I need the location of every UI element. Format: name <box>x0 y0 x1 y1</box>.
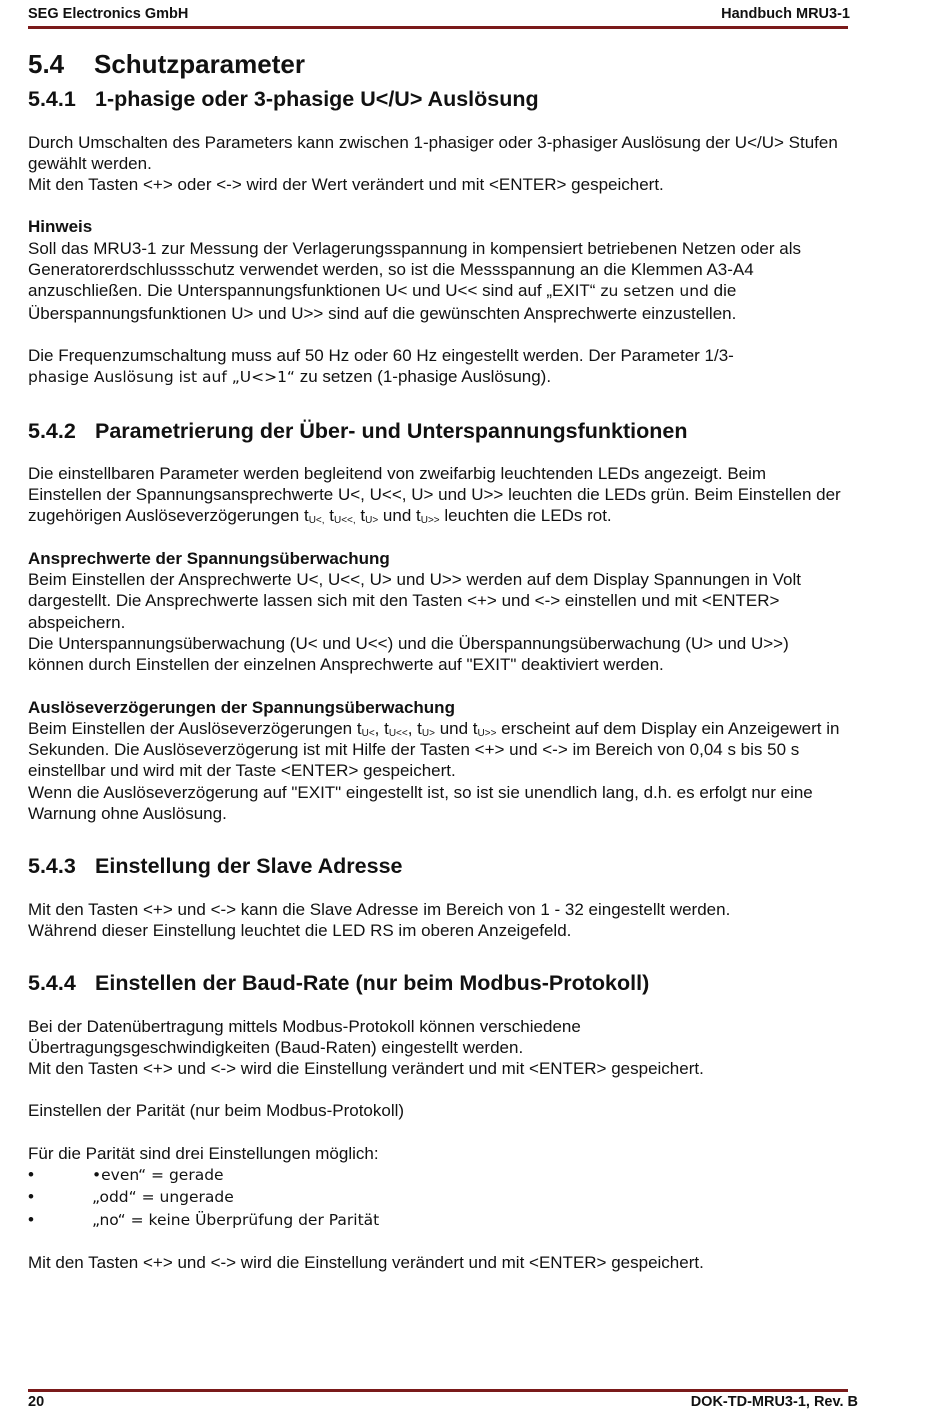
paragraph: Übertragungsgeschwindigkeiten (Baud-Raten) eingestellt werden. <box>28 1037 524 1057</box>
paragraph: Mit den Tasten <+> und <-> wird die Einstellung verändert und mit <ENTER> gespeichert. <box>28 1252 704 1272</box>
page-header <box>28 6 850 28</box>
heading-5-4-2: 5.4.2 Parametrierung der Über- und Unterspannungsfunktionen <box>28 418 688 443</box>
document-id: DOK-TD-MRU3-1, Rev. B <box>690 1394 858 1410</box>
footer-rule <box>28 1389 848 1392</box>
paragraph: Wenn die Auslöseverzögerung auf "EXIT" eingestellt ist, so ist sie unendlich lang, d.h. es erfolgt nur eine Warnung ohne Auslösung. <box>28 782 813 824</box>
subheading-ausloeseverzoegerungen: Auslöseverzögerungen der Spannungsüberwachung <box>28 697 455 717</box>
paragraph: Bei der Datenübertragung mittels Modbus-Protokoll können verschiedene <box>28 1016 581 1036</box>
note-paragraph: Soll das MRU3-1 zur Messung der Verlagerungsspannung in kompensiert betriebenen Netzen oder als Generatorerdschlussschutz verwendet werden, so ist die Messspannung an die Klemmen A3-A4 anzuschließen. Die Unterspannungsfunktionen U< und U<< sind auf „EXIT“ zu setzen und die Überspannungsfunktionen U> und U>> sind auf die gewünschten Ansprechwerte einzustellen. <box>28 238 801 323</box>
parity-list <box>28 1164 843 1231</box>
heading-5-4-1: 5.4.1 1-phasige oder 3-phasige U</U> Auslösung <box>28 87 539 112</box>
paragraph: Beim Einstellen der Auslöseverzögerungen $t_{U<}$, $t_{U<<}$, $t_{U>}$ und $t_{U>>}$ erscheint auf dem Display ein Anzeigewert in Sekunden. Die Auslöseverzögerung ist mit Hilfe der Tasten <+> und <-> im Bereich von 0,04 s bis 50 s einstellbar und wird mit der Taste <ENTER> gespeichert. <box>28 718 840 781</box>
list-item: • •even“ = gerade <box>28 1164 224 1184</box>
section-heading: 5.4 Schutzparameter <box>28 49 305 79</box>
header-company: SEG Electronics GmbH <box>28 6 189 22</box>
paragraph: Mit den Tasten <+> oder <-> wird der Wert verändert und mit <ENTER> gespeichert. <box>28 175 664 195</box>
list-item: • „no“ = keine Überprüfung der Parität <box>28 1209 380 1229</box>
subheading-ansprechwerte: Ansprechwerte der Spannungsüberwachung <box>28 548 390 568</box>
note-heading: Hinweis <box>28 217 93 237</box>
heading-5-4-3: 5.4.3 Einstellung der Slave Adresse <box>28 854 403 879</box>
paragraph: Die einstellbaren Parameter werden begleitend von zweifarbig leuchtenden LEDs angezeigt. Beim Einstellen der Spannungsansprechwerte U<, U<<, U> und U>> leuchten die LEDs grün. Beim Einstellen der zugehörigen Auslöseverzögerungen $t_{U<,}$ $t_{U<<,}$ $t_{U>}$ und $t_{U>>}$ leuchten die LEDs rot. <box>28 463 841 527</box>
paragraph: Mit den Tasten <+> und <-> kann die Slave Adresse im Bereich von 1 - 32 eingestellt werden. <box>28 899 731 919</box>
paragraph: Durch Umschalten des Parameters kann zwischen 1-phasiger oder 3-phasiger Auslösung der U</U> Stufen gewählt werden. <box>28 132 838 173</box>
page-footer <box>28 1394 858 1414</box>
header-rule <box>28 26 848 29</box>
paragraph: Die Unterspannungsüberwachung (U< und U<<) und die Überspannungsüberwachung (U> und U>>) können durch Einstellen der einzelnen Ansprechwerte auf "EXIT" deaktiviert werden. <box>28 633 789 675</box>
header-manual-title: Handbuch MRU3-1 <box>721 6 850 22</box>
paragraph: Die Frequenzumschaltung muss auf 50 Hz oder 60 Hz eingestellt werden. Der Parameter 1/3- phasige Auslösung ist auf „U<>1“ zu setzen (1-phasige Auslösung). <box>28 345 734 387</box>
paragraph: Während dieser Einstellung leuchtet die LED RS im oberen Anzeigefeld. <box>28 920 572 940</box>
paragraph: Einstellen der Parität (nur beim Modbus-Protokoll) <box>28 1101 405 1121</box>
list-item: • „odd“ = ungerade <box>28 1187 234 1207</box>
paragraph: Beim Einstellen der Ansprechwerte U<, U<<, U> und U>> werden auf dem Display Spannungen in Volt dargestellt. Die Ansprechwerte lassen sich mit den Tasten <+> und <-> einstellen und mit <ENTER> abspeichern. <box>28 570 802 632</box>
paragraph: Mit den Tasten <+> und <-> wird die Einstellung verändert und mit <ENTER> gespeichert. <box>28 1059 704 1079</box>
heading-5-4-4: 5.4.4 Einstellen der Baud-Rate (nur beim Modbus-Protokoll) <box>28 971 650 996</box>
paragraph: Für die Parität sind drei Einstellungen möglich: <box>28 1143 379 1163</box>
page-content <box>28 49 843 1273</box>
page-number: 20 <box>28 1394 45 1410</box>
